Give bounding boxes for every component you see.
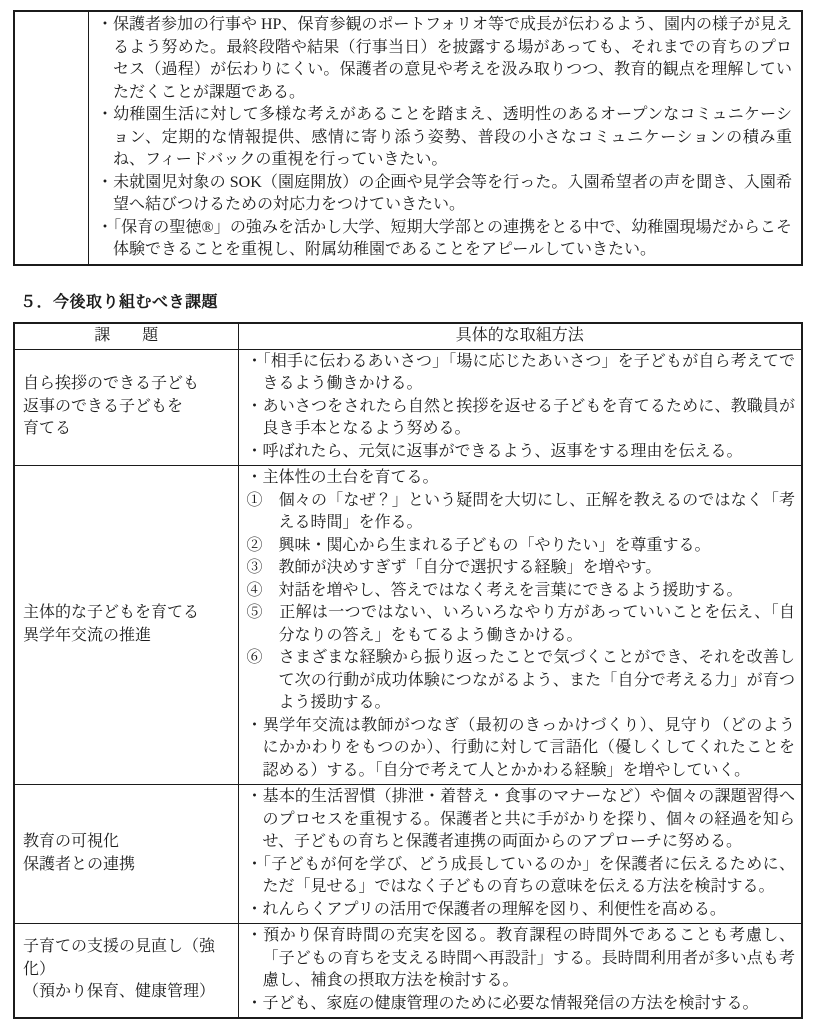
method-cell [238,466,802,785]
issue-cell [14,466,238,785]
method-cell [238,349,802,466]
issue-line: 子育ての支援の見直し（強化） [23,938,216,978]
method-cell [238,785,802,924]
method-item-numbered: ① 個々の「なぜ？」という疑問を大切にし、正解を教えるのではなく「考える時間」を作る。 [246,491,795,531]
method-cell [238,924,802,1019]
topbox-content [89,12,801,264]
method-item-numbered: ③ 教師が決めすぎず「自分で選択する経験」を増やす。 [246,559,662,576]
table-row [14,349,802,466]
method-item-bullet: ・「子どもが何を学び、どう成長しているのか」を保護者に伝えるために、ただ「見せる」ではなく子どもの育ちの意味を伝える方法を検討する。 [246,855,795,895]
method-item-bullet: ・異学年交流は教師がつなぎ（最初のきっかけづくり）、見守り（どのようにかかわりをもつのか）、行動に対して言語化（優しくしてくれたことを認める）する。「自分で考えて人とかかわる経験」を増やしていく。 [246,716,795,779]
topbox-item-bullet: ・保護者参加の行事や HP、保育参観のポートフォリオ等で成長が伝わるよう、園内の様子が見えるよう努めた。最終段階や結果（行事当日）を披露する場があっても、それまでの育ちのプロセス（過程）が伝わりにくい。保護者の意見や考えを汲み取りつつ、教育的観点を理解していただくことが課題である。 [97,16,793,101]
method-item-bullet: ・「相手に伝わるあいさつ」「場に応じたあいさつ」を子どもが自ら考えてできるよう働きかける。 [246,352,795,392]
issue-line: 異学年交流の推進 [23,626,152,644]
continuation-box [13,10,803,266]
continuation-box-label-cell [15,12,89,264]
method-item-bullet: ・主体性の土台を育てる。 [246,469,439,486]
issue-line: 返事のできる子どもを [23,397,184,415]
issue-line: 主体的な子どもを育てる [23,604,200,621]
issues-table [13,322,803,1019]
table-row [14,924,802,1019]
issues-table-body [14,349,802,1018]
method-item-bullet: ・呼ばれたら、元気に返事ができるよう、返事をする理由を伝える。 [246,442,743,460]
method-item-bullet: ・れんらくアプリの活用で保護者の理解を図り、利便性を高める。 [246,900,726,918]
method-item-numbered: ⑤ 正解は一つではない、いろいろなやり方があっていいことを伝え、「自分なりの答え」をもてるよう働きかける。 [246,604,795,644]
method-item-numbered: ④ 対話を増やし、答えではなく考えを言葉にできるよう援助する。 [246,581,743,599]
table-row [14,785,802,924]
topbox-item-bullet: ・「保育の聖徳®」の強みを活かし大学、短期大学部との連携をとる中で、幼稚園現場だからこそ体験できることを重視し、附属幼稚園であることをアピールしていきたい。 [97,218,792,258]
issue-line: 教育の可視化 [23,833,120,850]
method-item-bullet: ・あいさつをされたら自然と挨拶を返せる子どもを育てるために、教職員が良き手本となるよう努める。 [246,397,795,437]
table-row [14,466,802,785]
issue-line: 育てる [23,420,72,437]
column-header-method: 具体的な取組方法 [238,323,802,349]
issue-cell [14,785,238,924]
issue-line: 保護者との連携 [23,855,136,873]
section-heading: ５．今後取り組むべき課題 [20,294,219,311]
issue-line: （預かり保育、健康管理） [23,983,216,1001]
issue-line: 自ら挨拶のできる子ども [23,375,200,392]
issue-cell [14,924,238,1019]
method-item-bullet: ・子ども、家庭の健康管理のために必要な情報発信の方法を検討する。 [246,994,759,1012]
method-item-bullet: ・預かり保育時間の充実を図る。教育課程の時間外であることも考慮し、「子どもの育ちを支える時間へ再設計」する。長時間利用者が多い点も考慮し、補食の摂取方法を検討する。 [246,927,795,989]
table-header-row [14,323,802,349]
method-item-numbered: ② 興味・関心から生まれる子どもの「やりたい」を尊重する。 [246,536,711,554]
method-item-numbered: ⑥ さまざまな経験から振り返ったことで気づくことができ、それを改善して次の行動が成功体験につながるよう、また「自分で考える力」が育つよう援助する。 [246,649,795,711]
topbox-item-bullet: ・未就園児対象の SOK（園庭開放）の企画や見学会等を行った。入園希望者の声を聞き、入園希望へ結びつけるための対応力をつけていきたい。 [97,173,792,213]
column-header-issue: 課 題 [14,323,238,349]
topbox-item-bullet: ・幼稚園生活に対して多様な考えがあることを踏まえ、透明性のあるオープンなコミュニケーション、定期的な情報提供、感情に寄り添う姿勢、普段の小さなコミュニケーションの積み重ね、フィードバックの重視を行っていきたい。 [97,106,792,168]
issue-cell [14,349,238,466]
method-item-bullet: ・基本的生活習慣（排泄・着替え・食事のマナーなど）や個々の課題習得へのプロセスを重視する。保護者と共に手がかりを探り、個々の経過を知らせ、子どもの育ちと保護者連携の両面からのアプローチに努める。 [246,788,795,850]
